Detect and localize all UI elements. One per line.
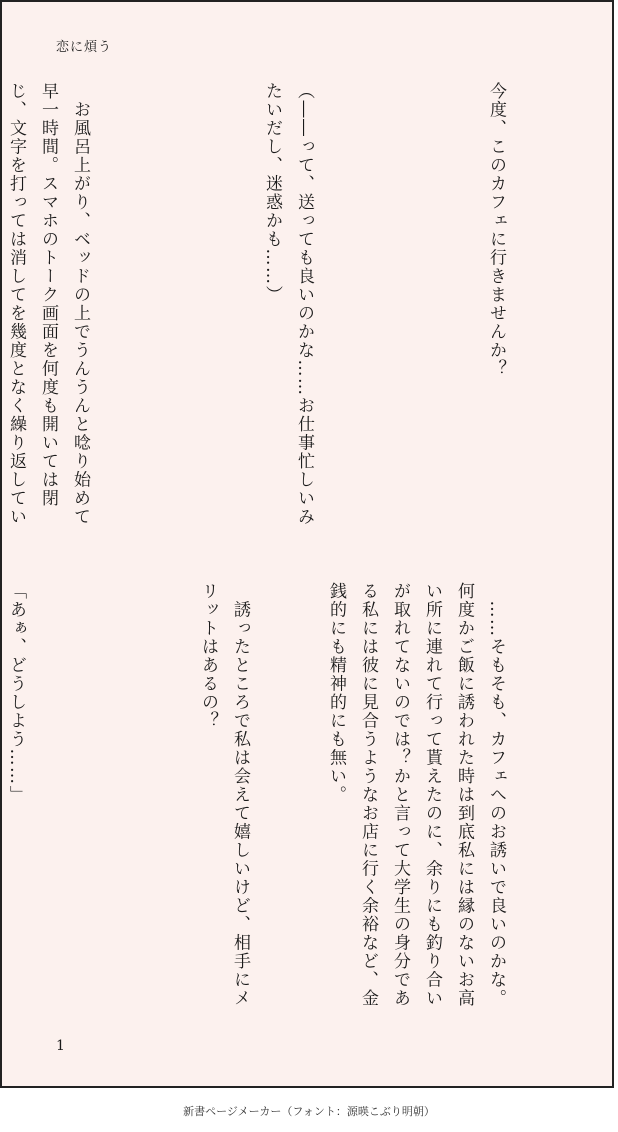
blank-line bbox=[160, 82, 192, 537]
blank-line bbox=[96, 582, 128, 1017]
paragraph: 誘ったところで私は会えて嬉しいけど、相手にメリットはあるの？ bbox=[198, 582, 250, 1008]
text-column-bottom bbox=[6, 582, 576, 1017]
footer-credit: 新書ページメーカー（フォント：源暎こぶり明朝） bbox=[183, 1105, 435, 1118]
paragraph: ……そもそも、カフェへのお誘いで良いのかな。何度かご飯に誘われた時は到底私には縁のないお高い所に連れて行って貰えたのに、余りにも釣り合いが取れてないのでは？かと言って大学生の身分である私には彼に見合うようなお店に行く余裕など、金銭的にも精神的にも無い。 bbox=[326, 582, 506, 1008]
page-title: 恋に煩う bbox=[56, 40, 113, 55]
paragraph: （――って、送っても良いのかな……お仕事忙しいみたいだし、迷惑かも……） bbox=[262, 82, 314, 526]
blank-line bbox=[384, 82, 416, 537]
text-column-top bbox=[6, 82, 576, 537]
paragraph: 今度、このカフェに行きませんか？ bbox=[486, 82, 506, 378]
page-number: 1 bbox=[56, 1038, 65, 1054]
paragraph: 「あぁ、どうしよう……」 bbox=[6, 582, 26, 804]
paragraph: お風呂上がり、ベッドの上でうんうんと唸り始めて早一時間。スマホのトーク画面を何度も開いては閉じ、文字を打っては消してを幾度となく繰り返してい bbox=[6, 82, 90, 526]
